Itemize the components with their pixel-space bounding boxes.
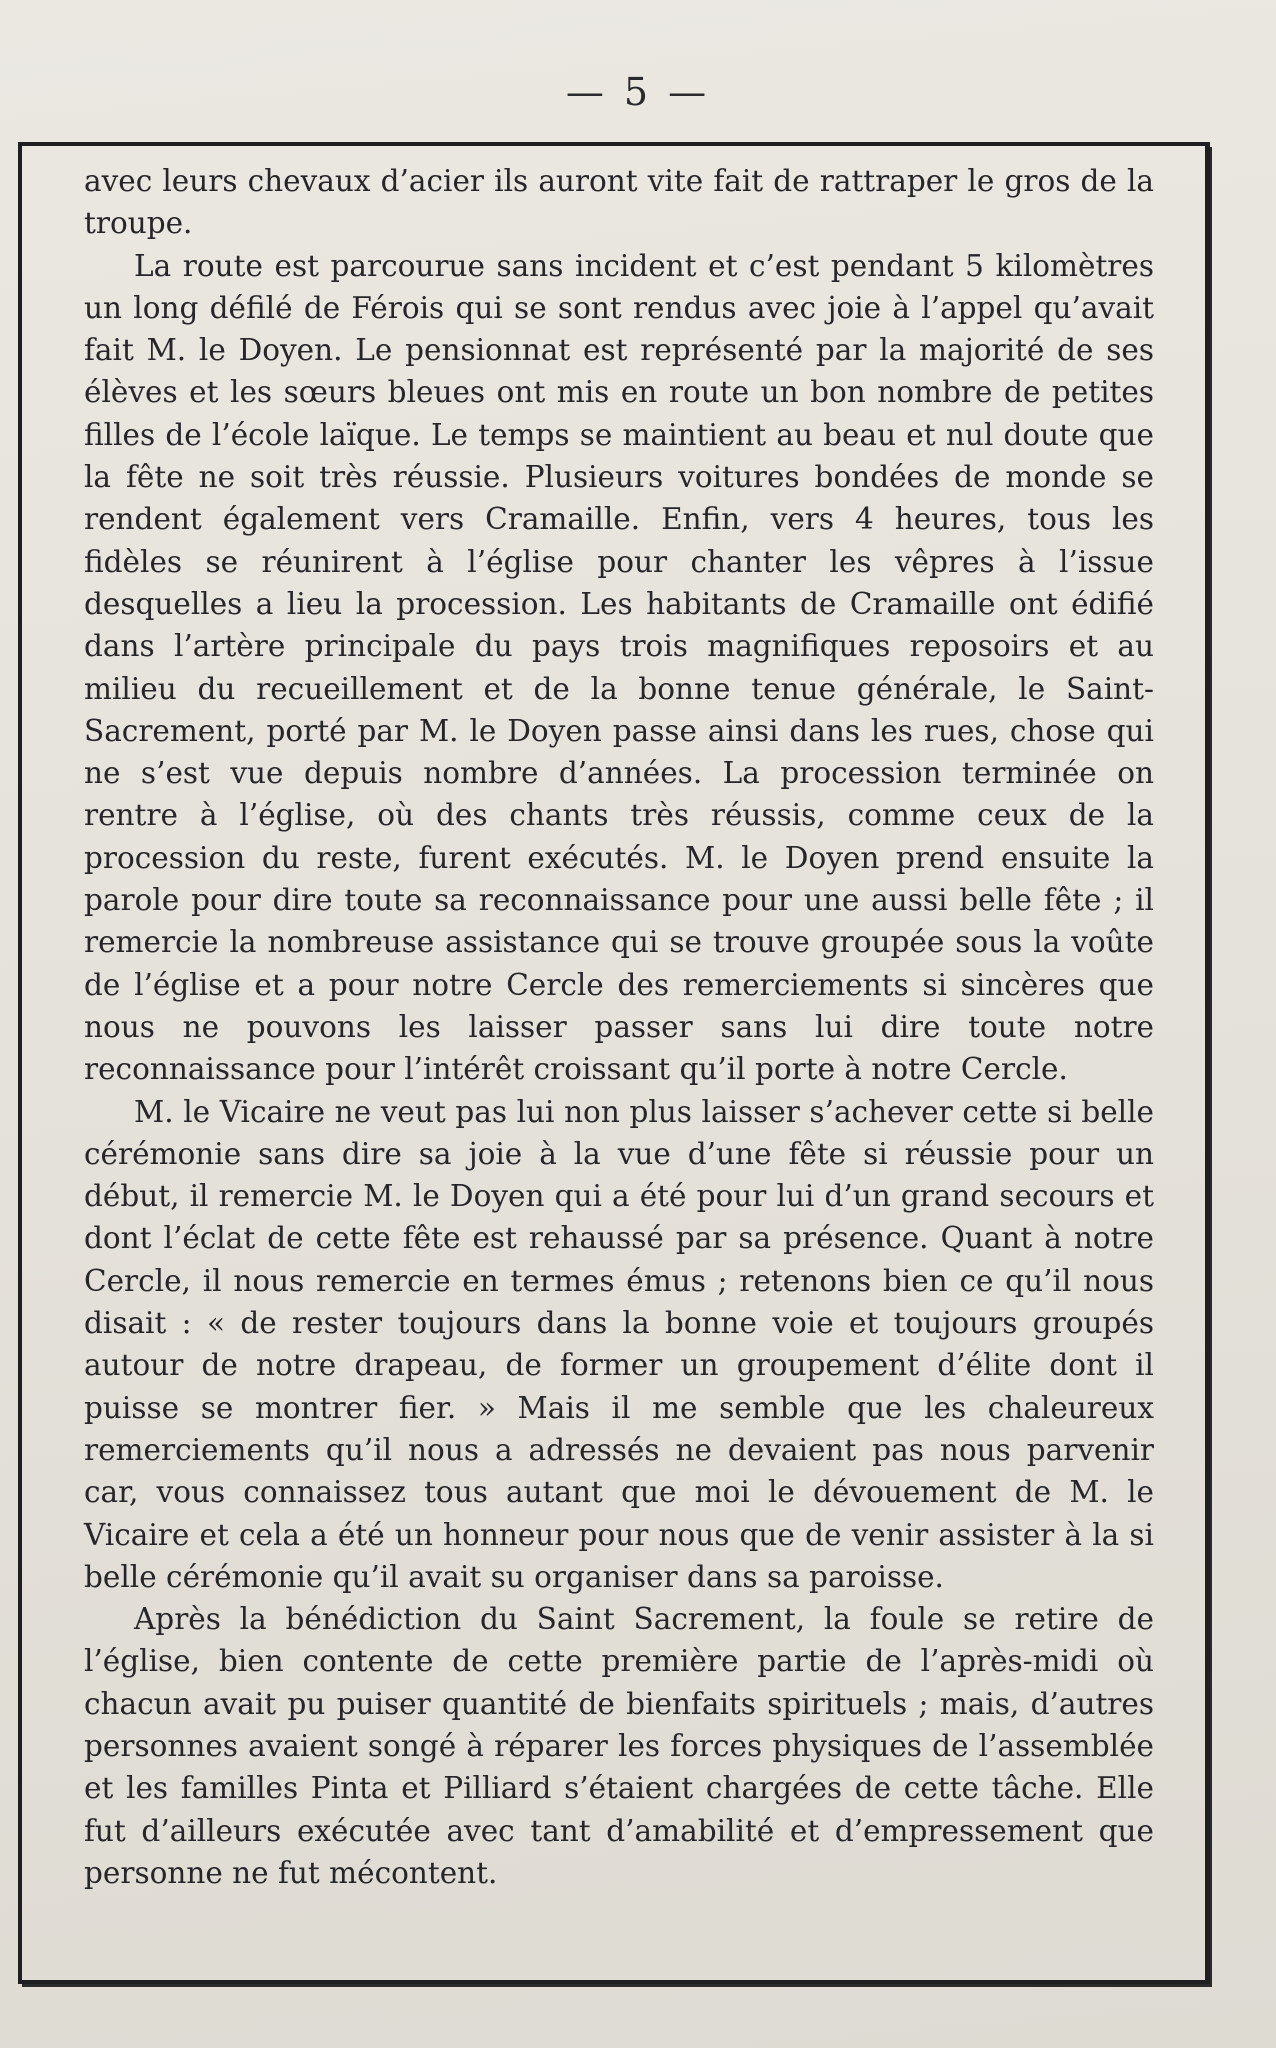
page-number: — 5 — [565,70,711,114]
paragraph-vicaire: M. le Vicaire ne veut pas lui non plus laisser s’achever cette si belle cérémonie sans dire sa joie à la vue d’une fête si réussie pour un début, il remercie M. le Doyen qui a été pour lui d’un grand secours et dont l’éclat de cette fête est rehaussé par sa présence. Quant à notre Cercle, il nous remercie en termes émus ; retenons bien ce qu’il nous disait : « de rester toujours dans la bonne voie et toujours groupés autour de notre drapeau, de former un groupement d’élite dont il puisse se montrer fier. » Mais il me semble que les chaleureux remerciements qu’il nous a adressés ne devaient pas nous parvenir car, vous connaissez tous autant que moi le dévouement de M. le Vicaire et cela a été un honneur pour nous que de venir assister à la si belle cérémonie qu’il avait su organiser dans sa paroisse. [84,1094,1154,1594]
paragraph-continuation: avec leurs chevaux d’acier ils auront vite fait de rattraper le gros de la troupe. [84,164,1154,241]
paragraph-benediction: Après la bénédiction du Saint Sacrement, la foule se retire de l’église, bien contente de cette première partie de l’après-midi où chacun avait pu puiser quantité de bienfaits spirituels ; mais, d’autres personnes avaient songé à réparer les forces physiques de l’assemblée et les familles Pinta et Pilliard s’étaient chargées de cette tâche. Elle fut d’ailleurs exécutée avec tant d’amabilité et d’empressement que personne ne fut mécontent. [84,1602,1154,1890]
paragraph-procession: La route est parcourue sans incident et c’est pendant 5 kilomètres un long défilé de Férois qui se sont rendus avec joie à l’appel qu’avait fait M. le Doyen. Le pensionnat est représenté par la majorité de ses élèves et les sœurs bleues ont mis en route un bon nombre de petites filles de l’école laïque. Le temps se maintient au beau et nul doute que la fête ne soit très réussie. Plusieurs voitures bondées de monde se rendent également vers Cramaille. Enfin, vers 4 heures, tous les fidèles se réunirent à l’église pour chanter les vêpres à l’issue desquelles a lieu la procession. Les habitants de Cramaille ont édifié dans l’artère principale du pays trois magnifiques reposoirs et au milieu du recueillement et de la bonne tenue générale, le Saint-Sacrement, porté par M. le Doyen passe ainsi dans les rues, chose qui ne s’est vue depuis nombre d’années. La procession terminée on rentre à l’église, où des chants très réussis, comme ceux de la procession du reste, furent exécutés. M. le Doyen prend ensuite la parole pour dire toute sa reconnaissance pour une aussi belle fête ; il remercie la nombreuse assistance qui se trouve groupée sous la voûte de l’église et a pour notre Cercle des remerciements si sincères que nous ne pouvons les laisser passer sans lui dire toute notre reconnaissance pour l’intérêt croissant qu’il porte à notre Cercle. [84,248,1154,1087]
article-body [84,160,1154,1894]
